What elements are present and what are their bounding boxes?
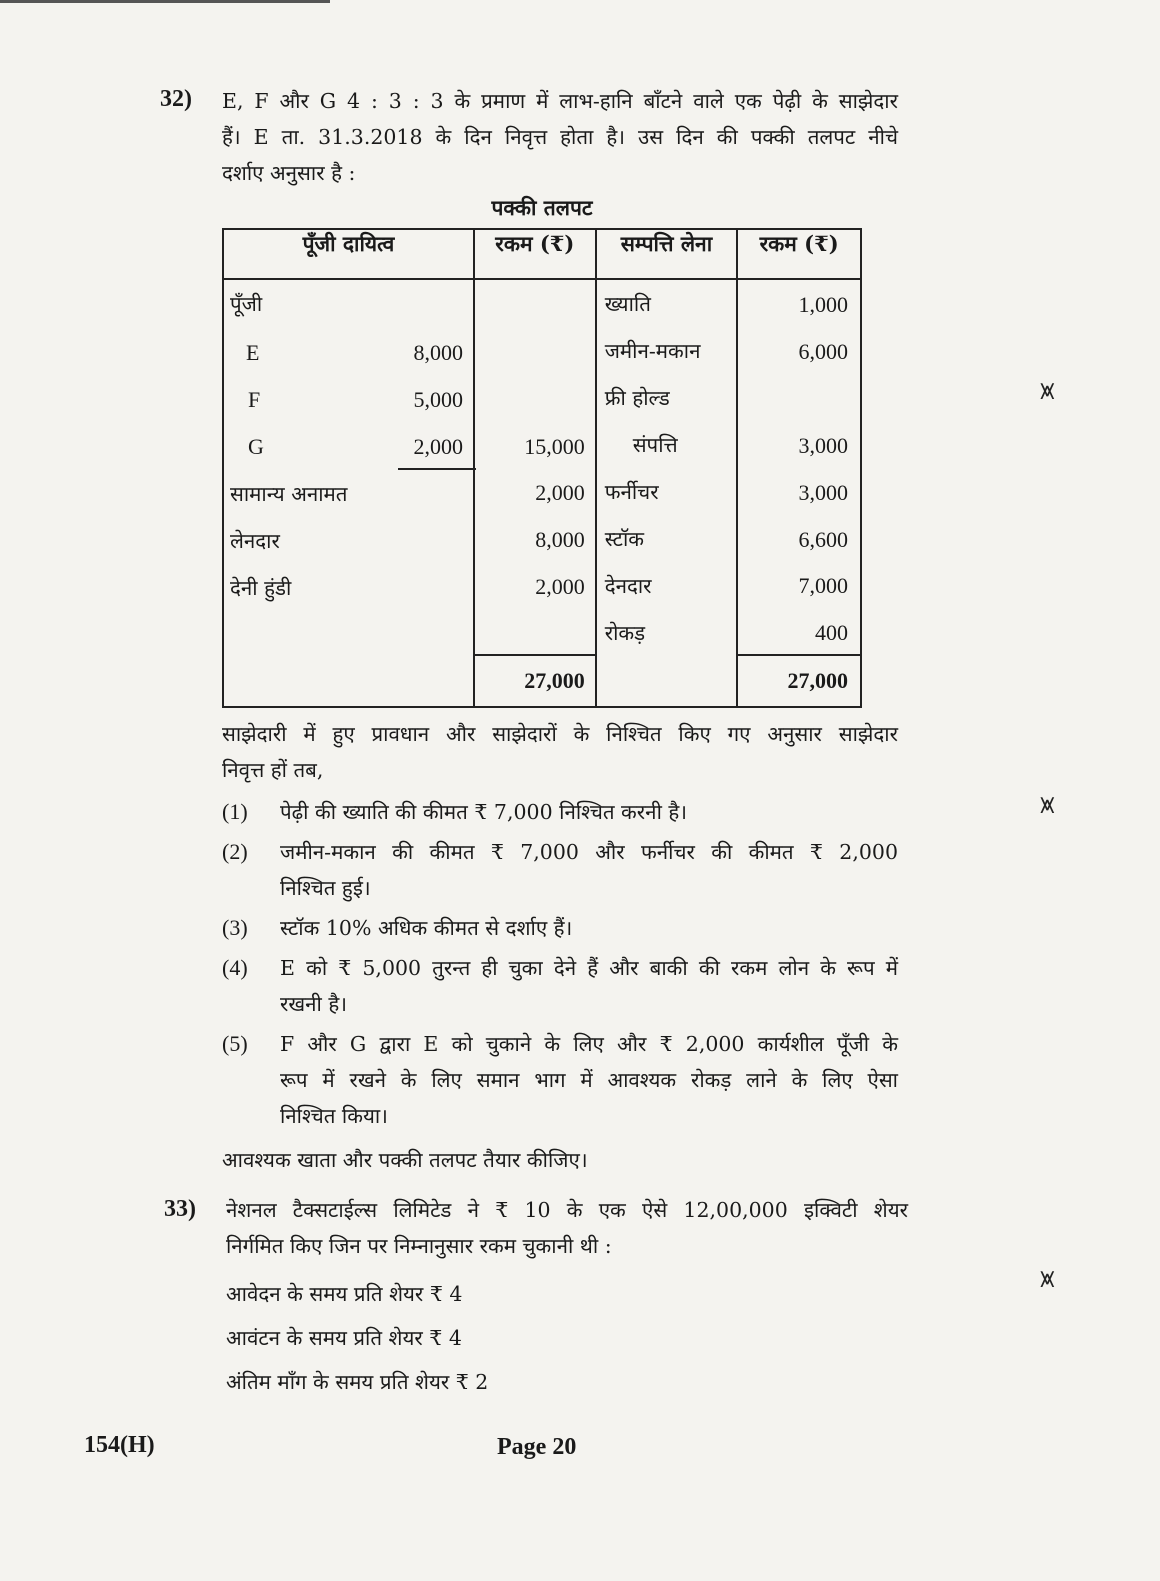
liabilities-amount-column xyxy=(474,279,596,656)
capital-total: 15,000 xyxy=(524,434,585,459)
capital-partner-e: E xyxy=(246,340,260,365)
capital-amount-f: 5,000 xyxy=(413,387,463,412)
assets-total-rule xyxy=(738,654,860,656)
question-32-intro xyxy=(222,83,898,191)
amount-debtors: 7,000 xyxy=(798,573,848,598)
balance-sheet-title: पक्की तलपट xyxy=(491,195,593,220)
condition-5-line-1: F और G द्वारा E को चुकाने के लिए और ₹ 2,000 कार्यशील पूँजी के xyxy=(280,1032,898,1056)
liability-bills-payable: देनी हुंडी xyxy=(230,576,292,600)
after-line-2: निवृत्त हों तब, xyxy=(222,758,324,782)
liability-general-reserve: सामान्य अनामत xyxy=(230,482,348,506)
capital-label: पूँजी xyxy=(230,292,263,316)
condition-item-5 xyxy=(222,1026,898,1134)
capital-partner-f: F xyxy=(248,387,261,412)
asset-debtors: देनदार xyxy=(604,574,652,598)
amount-creditors: 8,000 xyxy=(535,527,585,552)
scan-mark: ⩙ xyxy=(1040,790,1055,820)
scan-mark: ⩙ xyxy=(1040,1264,1055,1294)
q33-line-2: निर्गमित किए जिन पर निम्नानुसार रकम चुकानी थी : xyxy=(226,1234,612,1258)
condition-item-3 xyxy=(222,910,898,946)
condition-number-1: (1) xyxy=(222,799,248,824)
liabilities-column xyxy=(223,279,474,656)
q33-line-1: नेशनल टैक्सटाईल्स लिमिटेड ने ₹ 10 के एक ऐसे 12,00,000 इक्विटी शेयर xyxy=(226,1198,908,1222)
condition-number-5: (5) xyxy=(222,1031,248,1056)
asset-land-building: जमीन-मकान xyxy=(604,339,701,363)
asset-furniture: फर्नीचर xyxy=(604,480,659,504)
capital-amount-e: 8,000 xyxy=(413,340,463,365)
condition-item-4 xyxy=(222,950,898,1022)
intro-line-2: हैं। E ता. 31.3.2018 के दिन निवृत्त होता है। उस दिन की पक्की तलपट नीचे xyxy=(222,125,898,149)
page-number: Page 20 xyxy=(497,1434,577,1460)
liabilities-total-rule xyxy=(475,654,595,656)
header-amount-2: रकम (₹) xyxy=(737,229,861,279)
payment-allotment: आवंटन के समय प्रति शेयर ₹ 4 xyxy=(226,1326,462,1350)
condition-5-line-3: निश्चित किया। xyxy=(280,1104,388,1128)
header-amount-1: रकम (₹) xyxy=(474,229,596,279)
amount-furniture: 3,000 xyxy=(798,480,848,505)
assets-amount-column xyxy=(737,279,861,656)
question-32-conditions-list xyxy=(222,794,898,1134)
amount-stock: 6,600 xyxy=(798,527,848,552)
condition-text-3: स्टॉक 10% अधिक कीमत से दर्शाए हैं। xyxy=(280,916,573,940)
assets-column xyxy=(596,279,738,656)
balance-sheet-total-row xyxy=(223,656,861,707)
condition-text-4 xyxy=(280,950,898,1022)
balance-sheet-table xyxy=(222,228,862,708)
amount-general-reserve: 2,000 xyxy=(535,480,585,505)
header-capital-liabilities: पूँजी दायित्व xyxy=(223,229,474,279)
intro-line-1: E, F और G 4 : 3 : 3 के प्रमाण में लाभ-हानि बाँटने वाले एक पेढ़ी के साझेदार xyxy=(222,89,898,113)
total-liabilities-cell xyxy=(474,656,596,707)
condition-4-line-2: रखनी है। xyxy=(280,992,348,1016)
total-assets-cell xyxy=(737,656,861,707)
balance-sheet-body-row xyxy=(223,279,861,656)
asset-goodwill: ख्याति xyxy=(604,292,651,316)
total-label-cell xyxy=(223,656,474,707)
condition-4-line-1: E को ₹ 5,000 तुरन्त ही चुका देने हैं और बाकी की रकम लोन के रूप में xyxy=(280,956,898,980)
payment-application: आवेदन के समय प्रति शेयर ₹ 4 xyxy=(226,1282,463,1306)
question-33-payments xyxy=(226,1272,488,1404)
condition-number-2: (2) xyxy=(222,839,248,864)
condition-5-line-2: रूप में रखने के लिए समान भाग में आवश्यक रोकड़ लाने के लिए ऐसा xyxy=(280,1068,898,1092)
question-32-closing: आवश्यक खाता और पक्की तलपट तैयार कीजिए। xyxy=(222,1148,588,1172)
question-32-number: 32) xyxy=(160,86,192,112)
after-line-1: साझेदारी में हुए प्रावधान और साझेदारों के निश्चित किए गए अनुसार साझेदार xyxy=(222,722,898,746)
condition-text-5 xyxy=(280,1026,898,1134)
capital-amount-g: 2,000 xyxy=(413,434,463,459)
condition-text-2 xyxy=(280,834,898,906)
asset-stock: स्टॉक xyxy=(604,527,645,551)
question-33-text xyxy=(226,1192,908,1264)
amount-cash: 400 xyxy=(815,620,848,645)
scan-mark: ⩙ xyxy=(1040,376,1055,406)
amount-land-building: 6,000 xyxy=(798,339,848,364)
condition-2-line-1: जमीन-मकान की कीमत ₹ 7,000 और फर्नीचर की कीमत ₹ 2,000 xyxy=(280,840,898,864)
amount-property: 3,000 xyxy=(798,433,848,458)
condition-item-2 xyxy=(222,834,898,906)
intro-line-3: दर्शाए अनुसार है : xyxy=(222,161,356,185)
total-assets: 27,000 xyxy=(787,668,848,693)
amount-bills-payable: 2,000 xyxy=(535,574,585,599)
asset-freehold: फ्री होल्ड xyxy=(604,386,670,410)
condition-text-1: पेढ़ी की ख्याति की कीमत ₹ 7,000 निश्चित करनी है। xyxy=(280,800,688,824)
header-assets: सम्पत्ति लेना xyxy=(596,229,738,279)
asset-cash: रोकड़ xyxy=(604,621,646,645)
capital-subtotal-rule xyxy=(398,468,476,470)
total-liabilities: 27,000 xyxy=(524,668,585,693)
condition-number-3: (3) xyxy=(222,915,248,940)
payment-final-call: अंतिम माँग के समय प्रति शेयर ₹ 2 xyxy=(226,1370,489,1394)
amount-goodwill: 1,000 xyxy=(798,292,848,317)
paper-code: 154(H) xyxy=(84,1432,155,1458)
asset-property: संपत्ति xyxy=(632,433,678,457)
balance-sheet-header-row xyxy=(223,229,861,279)
total-assets-label-cell xyxy=(596,656,738,707)
condition-2-line-2: निश्चित हुई। xyxy=(280,876,371,900)
condition-number-4: (4) xyxy=(222,955,248,980)
capital-partner-g: G xyxy=(248,434,264,459)
question-33-number: 33) xyxy=(164,1196,196,1222)
condition-item-1 xyxy=(222,794,898,830)
question-32-conditions-intro xyxy=(222,716,898,788)
page-top-edge xyxy=(0,0,330,3)
liability-creditors: लेनदार xyxy=(230,529,280,553)
